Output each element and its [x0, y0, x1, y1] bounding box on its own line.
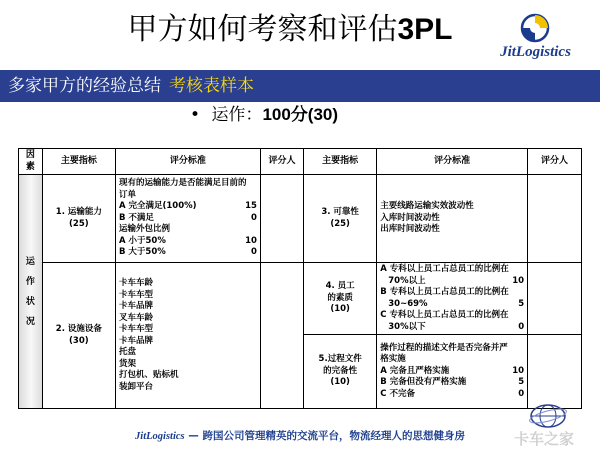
criteria-line: 格实施 — [380, 354, 406, 365]
criteria-score: 10 — [512, 365, 525, 376]
indicator-weight: (30) — [69, 335, 89, 346]
criteria-line: 打包机、贴标机 — [118, 370, 179, 380]
indicator-staff-quality — [304, 263, 377, 335]
criteria-cell — [377, 175, 528, 263]
criteria-cell — [115, 263, 260, 409]
slide-subtitle — [190, 103, 338, 127]
factor-char: 运 — [25, 256, 35, 267]
watermark: 卡车之家 — [514, 430, 575, 448]
criteria-score: 0 — [250, 212, 257, 223]
criteria-line: 卡车车型 — [118, 289, 153, 300]
jitlogistics-logo — [478, 12, 593, 68]
header-criteria-right: 评分标准 — [377, 149, 528, 175]
criteria-line: A 专科以上员工占总员工的比例在 — [380, 264, 509, 274]
criteria-score: 0 — [250, 247, 257, 258]
criteria-cell — [115, 175, 260, 263]
criteria-cell — [377, 263, 528, 335]
criteria-line: B 大于50% — [118, 247, 166, 258]
indicator-process-documents — [304, 335, 377, 409]
indicator-facilities — [42, 263, 115, 409]
indicator-transport-capacity — [42, 175, 115, 263]
footer — [0, 428, 600, 443]
factor-char: 况 — [25, 316, 35, 327]
slide-title-suffix: 3PL — [397, 13, 453, 46]
criteria-line: A 完全满足(100%) — [118, 201, 197, 212]
criteria-line: A 小于50% — [118, 235, 166, 246]
criteria-score: 5 — [518, 298, 525, 309]
indicator-label: 2. 设施设备 — [55, 324, 102, 334]
subtitle-bullet: • — [190, 105, 201, 125]
table-header-row — [19, 149, 582, 175]
criteria-line: 出库时间波动性 — [380, 224, 440, 235]
criteria-line: 装卸平台 — [118, 381, 153, 392]
criteria-line: 70%以上 — [388, 275, 426, 286]
indicator-label: 5.过程文件 — [318, 354, 362, 365]
indicator-weight: (25) — [330, 218, 350, 229]
scorer-cell — [528, 175, 582, 263]
footer-text: — 跨国公司管理精英的交流平台，物流经理人的思想健身房 — [188, 430, 465, 442]
banner-text: 多家甲方的经验总结 — [8, 76, 161, 96]
indicator-label: 4. 员工 — [325, 281, 355, 292]
criteria-line: 现有的运输能力是否能满足目前的 — [118, 178, 247, 189]
criteria-line: 卡车品牌 — [118, 301, 153, 311]
header-scorer-left: 评分人 — [260, 149, 303, 175]
criteria-line: 主要线路运输实效波动性 — [380, 201, 474, 212]
criteria-cell — [377, 335, 528, 409]
indicator-label-line2: 的完备性 — [323, 365, 358, 376]
criteria-line: 操作过程的描述文件是否完备并严 — [380, 342, 508, 353]
indicator-weight: (10) — [330, 304, 350, 315]
criteria-line: 运输外包比例 — [118, 224, 170, 235]
section-banner — [0, 70, 600, 102]
evaluation-table — [18, 148, 582, 409]
criteria-score: 10 — [245, 235, 257, 246]
banner-highlight: 考核表样本 — [169, 76, 254, 96]
criteria-line: 货架 — [118, 358, 136, 369]
criteria-line: 入库时间波动性 — [380, 212, 440, 223]
criteria-score: 0 — [518, 321, 525, 332]
header-criteria-left: 评分标准 — [115, 149, 260, 175]
scorer-cell — [528, 335, 582, 409]
indicator-weight: (10) — [330, 377, 350, 388]
criteria-line: A 完备且严格实施 — [380, 365, 450, 376]
table-row — [19, 175, 582, 219]
criteria-line: B 专科以上员工占总员工的比例在 — [380, 287, 509, 297]
criteria-line: 卡车车龄 — [118, 278, 153, 288]
criteria-score: 15 — [245, 201, 257, 212]
criteria-line: 订单 — [118, 189, 136, 200]
header-indicator-right: 主要指标 — [304, 149, 377, 175]
slide-title — [100, 10, 480, 50]
criteria-score: 0 — [518, 388, 525, 399]
criteria-line: B 不满足 — [118, 212, 154, 223]
slide-title-text: 甲方如何考察和评估 — [127, 12, 398, 47]
criteria-line: C 不完备 — [380, 388, 415, 399]
indicator-label: 3. 可靠性 — [321, 207, 359, 217]
header-factor: 因素 — [19, 149, 43, 175]
table-row — [19, 263, 582, 331]
indicator-reliability — [304, 175, 377, 263]
subtitle-label: 运作： — [211, 105, 263, 125]
subtitle-value: 100分(30) — [262, 105, 339, 124]
indicator-label: 1. 运输能力 — [55, 207, 102, 217]
criteria-score: 10 — [512, 275, 525, 286]
criteria-score: 5 — [518, 377, 525, 388]
scorer-cell — [260, 263, 303, 409]
criteria-line: B 完备但没有严格实施 — [380, 377, 467, 388]
scorer-cell — [260, 175, 303, 263]
scorer-cell — [528, 263, 582, 335]
header-indicator-left: 主要指标 — [42, 149, 115, 175]
factor-char: 作 — [25, 276, 35, 287]
indicator-weight: (25) — [69, 218, 89, 229]
factor-cell — [19, 175, 43, 409]
criteria-line: 30~69% — [388, 298, 428, 309]
factor-char: 状 — [25, 296, 35, 307]
jitlogistics-logo-icon — [478, 12, 593, 46]
criteria-line: 30%以下 — [388, 321, 426, 332]
criteria-line: 卡车车型 — [118, 324, 153, 334]
header-scorer-right: 评分人 — [528, 149, 582, 175]
criteria-line: 托盘 — [118, 347, 136, 357]
criteria-line: 卡车品牌 — [118, 335, 153, 346]
criteria-line: C 专科以上员工占总员工的比例在 — [380, 310, 509, 320]
logo-text: JitLogistics — [500, 44, 571, 60]
footer-brand: JitLogistics — [135, 431, 185, 442]
criteria-line: 叉车车龄 — [118, 312, 153, 323]
indicator-label-line2: 的素质 — [327, 292, 353, 303]
